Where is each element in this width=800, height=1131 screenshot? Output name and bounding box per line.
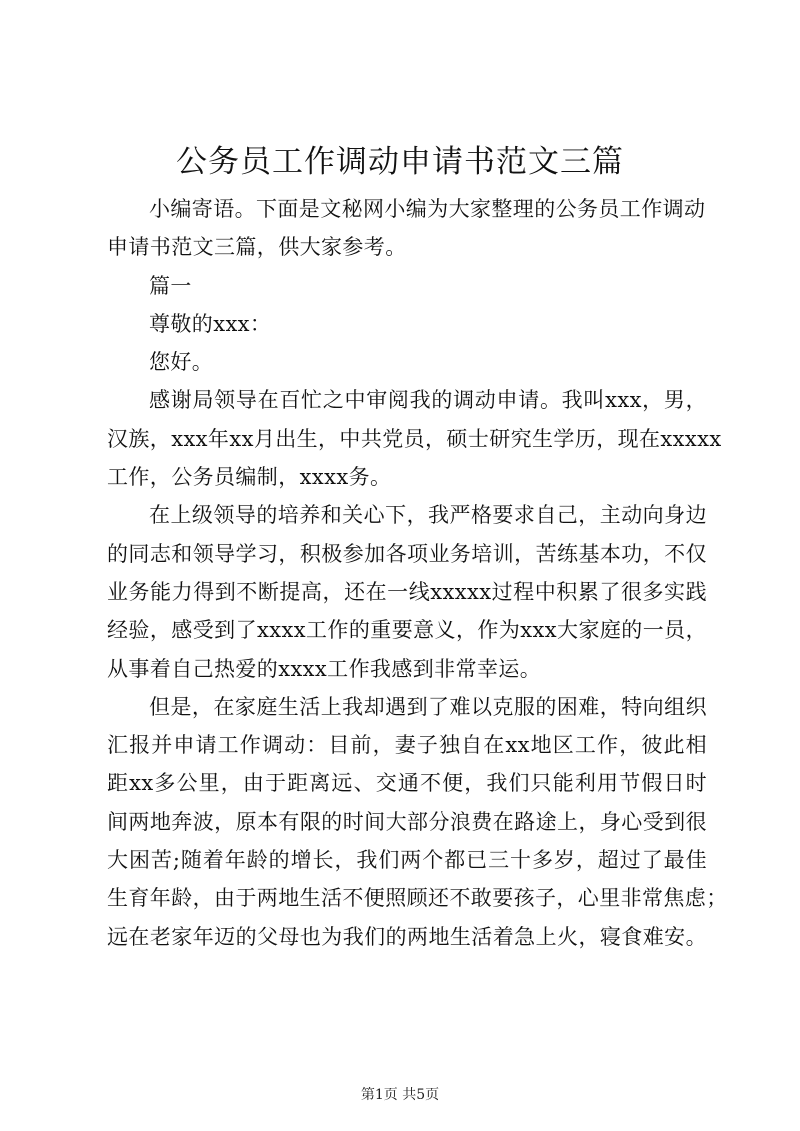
document-body: [107, 190, 728, 956]
paragraph-line: 距xx多公里，由于距离远、交通不便，我们只能利用节假日时: [107, 771, 707, 796]
paragraph-line: 申请书范文三篇，供大家参考。: [107, 235, 407, 260]
paragraph-line: 业务能力得到不断提高，还在一线xxxxx过程中积累了很多实践: [107, 579, 707, 604]
page-footer: 第1页 共5页: [360, 1087, 440, 1103]
paragraph-line: 但是，在家庭生活上我却遇到了难以克服的困难，特向组织: [149, 694, 707, 719]
paragraph-line: 在上级领导的培养和关心下，我严格要求自己，主动向身边: [149, 503, 707, 528]
paragraph-line: 汉族，xxx年xx月出生，中共党员，硕士研究生学历，现在xxxxx: [107, 426, 722, 451]
paragraph-line: 生育年龄，由于两地生活不便照顾还不敢要孩子，心里非常焦虑；: [107, 886, 728, 911]
document-title: 公务员工作调动申请书范文三篇: [176, 144, 624, 180]
section-heading: 篇一: [149, 273, 192, 298]
greeting: 您好。: [149, 350, 214, 375]
paragraph-line: 小编寄语。下面是文秘网小编为大家整理的公务员工作调动: [149, 197, 706, 221]
salutation: 尊敬的xxx：: [149, 311, 272, 336]
paragraph-line: 大困苦;随着年龄的增长，我们两个都已三十多岁，超过了最佳: [107, 848, 707, 873]
paragraph-line: 汇报并申请工作调动：目前，妻子独自在xx地区工作，彼此相: [107, 733, 707, 758]
paragraph-line: 工作，公务员编制，xxxx务。: [107, 465, 392, 490]
paragraph-line: 感谢局领导在百忙之中审阅我的调动申请。我叫xxx，男，: [149, 388, 707, 413]
paragraph-line: 从事着自己热爱的xxxx工作我感到非常幸运。: [107, 656, 542, 681]
paragraph-line: 的同志和领导学习，积极参加各项业务培训，苦练基本功，不仅: [107, 541, 707, 566]
paragraph-line: 间两地奔波，原本有限的时间大部分浪费在路途上，身心受到很: [107, 809, 707, 834]
paragraph-line: 远在老家年迈的父母也为我们的两地生活着急上火，寝食难安。: [107, 924, 707, 949]
paragraph-line: 经验，感受到了xxxx工作的重要意义，作为xxx大家庭的一员，: [107, 618, 707, 643]
